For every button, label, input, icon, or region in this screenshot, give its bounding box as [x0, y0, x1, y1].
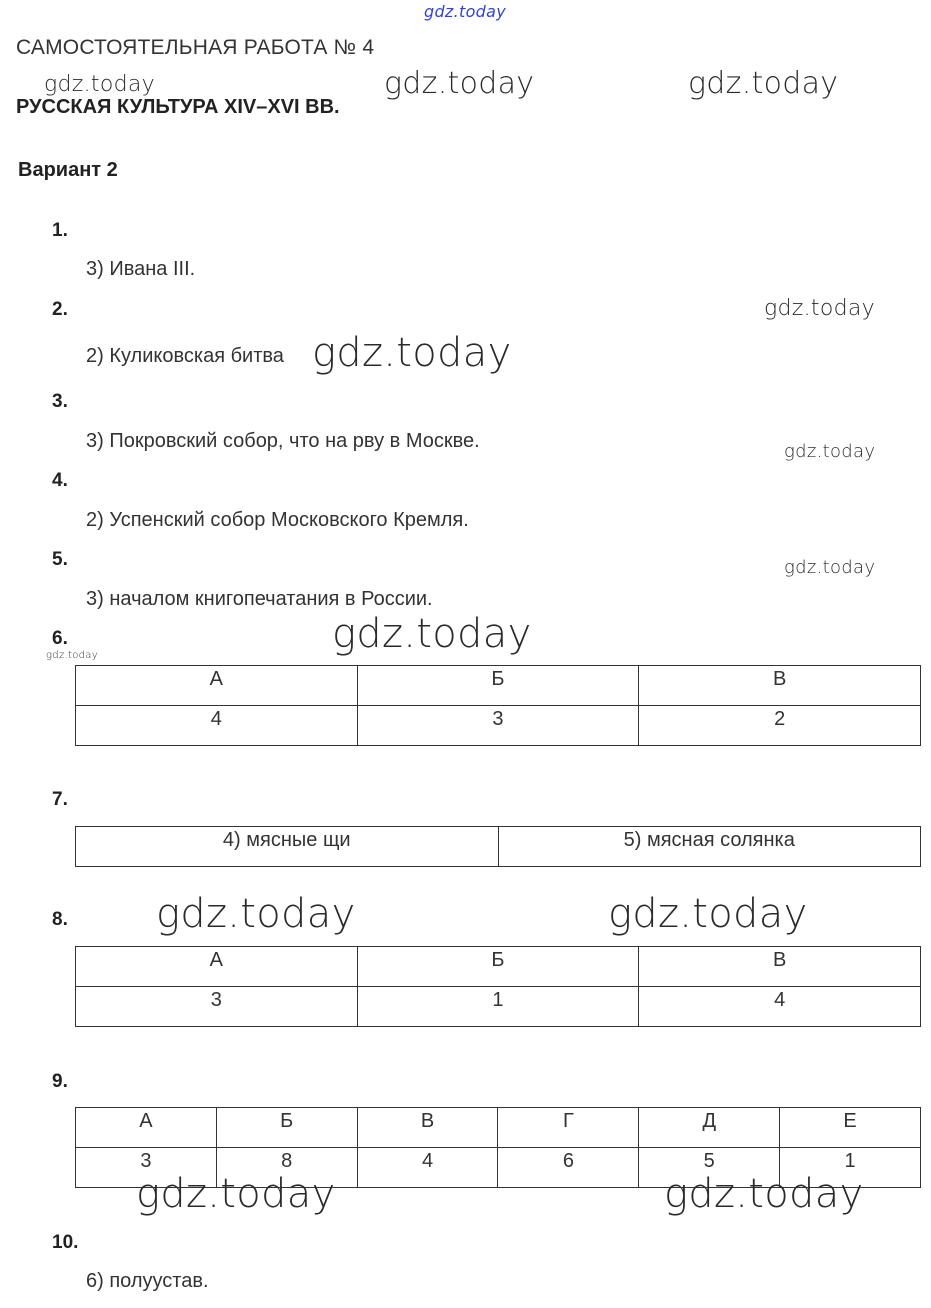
table-header-cell: Г — [498, 1108, 639, 1148]
table-value-cell: 4 — [76, 706, 358, 746]
question-number: 7. — [52, 789, 68, 810]
answer-table — [75, 826, 921, 867]
table-value-cell: 2 — [639, 706, 921, 746]
table-value-cell: 5) мясная солянка — [498, 827, 921, 867]
table-value-cell: 4 — [357, 1148, 498, 1188]
table-header-cell: В — [357, 1108, 498, 1148]
watermark: gdz.today — [136, 1171, 336, 1217]
watermark: gdz.today — [784, 441, 876, 462]
watermark: gdz.today — [424, 2, 506, 21]
table-header-cell: Е — [780, 1108, 921, 1148]
watermark: gdz.today — [44, 72, 155, 97]
table-header-cell: Б — [357, 666, 639, 706]
answer-table — [75, 946, 921, 1027]
table-header-cell: В — [639, 666, 921, 706]
question-number: 3. — [52, 391, 68, 412]
question-number: 8. — [52, 909, 68, 930]
table-value-cell: 4) мясные щи — [76, 827, 499, 867]
watermark: gdz.today — [156, 891, 356, 937]
watermark: gdz.today — [784, 557, 876, 578]
table-header-cell: А — [76, 1108, 217, 1148]
table-header-cell: В — [639, 947, 921, 987]
watermark: gdz.today — [384, 66, 535, 101]
answer-text: 2) Куликовская битва — [86, 345, 284, 367]
table-header-cell: А — [76, 947, 358, 987]
page-subtitle: РУССКАЯ КУЛЬТУРА XIV–XVI ВВ. — [16, 96, 340, 118]
question-number: 6. — [52, 628, 68, 649]
answer-text: 2) Успенский собор Московского Кремля. — [86, 509, 469, 531]
page-title: САМОСТОЯТЕЛЬНАЯ РАБОТА № 4 — [16, 36, 375, 59]
table-value-cell: 4 — [639, 987, 921, 1027]
table-header-cell: Б — [357, 947, 639, 987]
variant-label: Вариант 2 — [18, 159, 118, 181]
table-value-cell: 6 — [498, 1148, 639, 1188]
question-number: 9. — [52, 1071, 68, 1092]
question-number: 10. — [52, 1232, 79, 1253]
watermark: gdz.today — [312, 330, 512, 376]
table-value-cell: 8 — [216, 1148, 357, 1188]
watermark: gdz.today — [46, 650, 98, 661]
watermark: gdz.today — [332, 611, 532, 657]
answer-text: 3) Покровский собор, что на рву в Москве. — [86, 430, 480, 452]
answer-table — [75, 665, 921, 746]
answer-text: 6) полуустав. — [86, 1270, 209, 1292]
watermark: gdz.today — [664, 1171, 864, 1217]
table-value-cell: 3 — [76, 987, 358, 1027]
question-number: 5. — [52, 549, 68, 570]
question-number: 2. — [52, 299, 68, 320]
table-value-cell: 3 — [76, 1148, 217, 1188]
watermark: gdz.today — [688, 66, 839, 101]
table-header-cell: А — [76, 666, 358, 706]
table-value-cell: 1 — [357, 987, 639, 1027]
watermark: gdz.today — [764, 296, 875, 321]
table-value-cell: 5 — [639, 1148, 780, 1188]
question-number: 4. — [52, 470, 68, 491]
table-value-cell: 1 — [780, 1148, 921, 1188]
answer-text: 3) Ивана III. — [86, 258, 196, 280]
question-number: 1. — [52, 220, 68, 241]
table-header-cell: Б — [216, 1108, 357, 1148]
table-value-cell: 3 — [357, 706, 639, 746]
watermark: gdz.today — [608, 891, 808, 937]
table-header-cell: Д — [639, 1108, 780, 1148]
answer-text: 3) началом книгопечатания в России. — [86, 588, 433, 610]
